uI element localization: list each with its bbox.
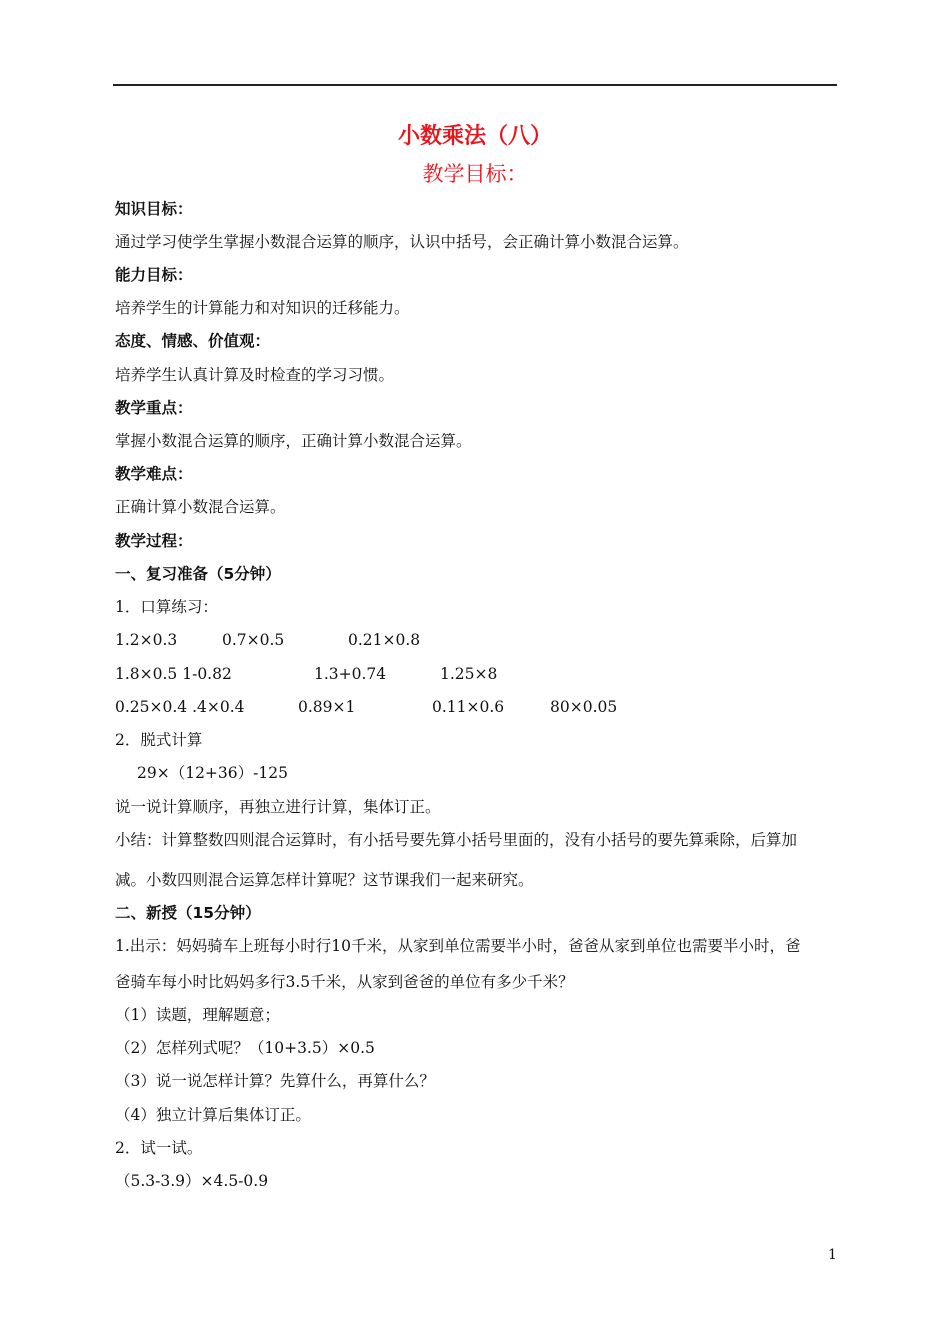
oral-problem: 0.21×0.8 — [348, 631, 421, 649]
oral-row-2 — [115, 663, 835, 685]
oral-problem: 0.7×0.5 — [222, 631, 285, 649]
try-expression: （5.3-3.9）×4.5-0.9 — [115, 1172, 269, 1190]
difficulty-heading: 教学难点： — [115, 465, 193, 483]
try-label: 2．试一试。 — [115, 1139, 203, 1157]
problem-line-1: 1.出示：妈妈骑车上班每小时行10千米，从家到单位需要半小时，爸爸从家到单位也需要半小时，爸 — [115, 937, 801, 955]
oral-problem: 0.11×0.6 — [432, 698, 505, 716]
oral-problem: 80×0.05 — [550, 698, 618, 716]
attitude-text: 培养学生认真计算及时检查的学习习惯。 — [115, 366, 395, 384]
summary-line-1: 小结：计算整数四则混合运算时，有小括号要先算小括号里面的，没有小括号的要先算乘除，后算加 — [115, 831, 798, 849]
step-3: （3）说一说怎样计算？先算什么，再算什么？ — [115, 1072, 435, 1090]
header-rule — [113, 84, 837, 86]
review-heading: 一、复习准备（5分钟） — [115, 565, 281, 583]
written-calc-expression: 29×（12+36）-125 — [137, 764, 288, 782]
process-heading: 教学过程： — [115, 532, 193, 550]
oral-practice-label: 1．口算练习： — [115, 598, 218, 616]
document-title: 小数乘法（八） — [397, 124, 552, 149]
step-4: （4）独立计算后集体订正。 — [115, 1106, 311, 1124]
oral-row-1 — [115, 629, 835, 651]
oral-problem: 1.25×8 — [440, 665, 498, 683]
summary-line-2: 减。小数四则混合运算怎样计算呢？这节课我们一起来研究。 — [115, 871, 534, 889]
ability-text: 培养学生的计算能力和对知识的迁移能力。 — [115, 299, 410, 317]
oral-problem: 1.2×0.3 — [115, 631, 178, 649]
knowledge-text: 通过学习使学生掌握小数混合运算的顺序，认识中括号，会正确计算小数混合运算。 — [115, 233, 689, 251]
oral-problem: 0.89×1 — [298, 698, 356, 716]
oral-problem: 1.3+0.74 — [314, 665, 387, 683]
review-instruction: 说一说计算顺序，再独立进行计算，集体订正。 — [115, 798, 441, 816]
oral-problem: 1.8×0.5 1-0.82 — [115, 665, 232, 683]
step-1: （1）读题，理解题意； — [115, 1006, 280, 1024]
step-2: （2）怎样列式呢？（10+3.5）×0.5 — [115, 1039, 375, 1057]
page-number: 1 — [828, 1247, 837, 1263]
difficulty-text: 正确计算小数混合运算。 — [115, 498, 286, 516]
focus-text: 掌握小数混合运算的顺序，正确计算小数混合运算。 — [115, 432, 472, 450]
new-lesson-heading: 二、新授（15分钟） — [115, 904, 261, 922]
ability-heading: 能力目标： — [115, 266, 193, 284]
attitude-heading: 态度、情感、价值观： — [115, 332, 271, 350]
document-subtitle: 教学目标： — [422, 162, 528, 186]
oral-row-3 — [115, 696, 835, 718]
written-calc-label: 2．脱式计算 — [115, 731, 203, 749]
knowledge-heading: 知识目标： — [115, 200, 193, 218]
oral-problem: 0.25×0.4 .4×0.4 — [115, 698, 245, 716]
focus-heading: 教学重点： — [115, 399, 193, 417]
problem-line-2: 爸骑车每小时比妈妈多行3.5千米，从家到爸爸的单位有多少千米？ — [115, 973, 574, 991]
